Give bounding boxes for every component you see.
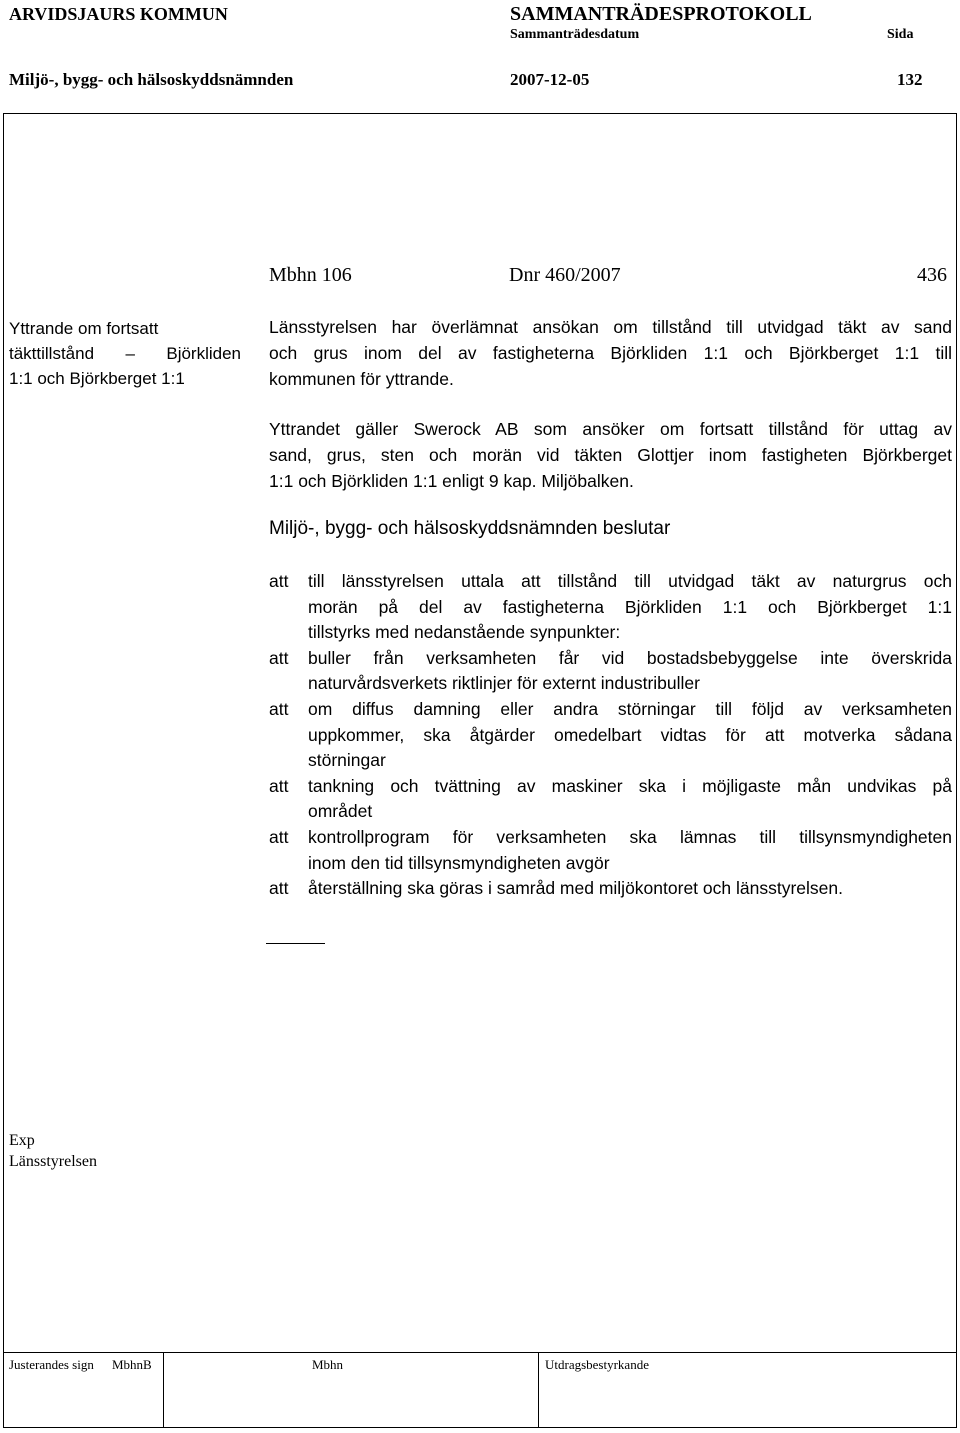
- board-name: Miljö-, bygg- och hälsoskyddsnämnden: [9, 70, 294, 89]
- decision-line: om diffus damning eller andra störningar till följd av verksamheten: [308, 698, 952, 719]
- decision-line: morän på del av fastigheterna Björkliden 1:1 och Björkberget 1:1: [308, 596, 952, 617]
- footer-extract-label: Utdragsbestyrkande: [545, 1357, 649, 1372]
- decision-heading: Miljö-, bygg- och hälsoskyddsnämnden beslutar: [269, 518, 671, 539]
- decision-list: [269, 569, 952, 902]
- footer-sign-value: MbhnB: [112, 1357, 152, 1372]
- decision-item: [269, 646, 952, 697]
- decision-marker: att: [269, 571, 289, 591]
- case-title-line: 1:1 och Björkberget 1:1: [9, 369, 185, 388]
- decision-line: återställning ska göras i samråd med miljökontoret och länsstyrelsen.: [308, 878, 843, 899]
- decision-item: [269, 774, 952, 825]
- paragraph-line: och grus inom del av fastigheterna Björkliden 1:1 och Björkberget 1:1 till: [269, 343, 952, 363]
- decision-marker: att: [269, 878, 289, 899]
- meeting-date: 2007-12-05: [510, 70, 590, 89]
- decision-line: buller från verksamheten får vid bostadsbebyggelse inte överskrida: [308, 647, 952, 668]
- paragraph-line: Länsstyrelsen har överlämnat ansökan om tillstånd till utvidgad täkt av sand: [269, 317, 952, 337]
- decision-line: uppkommer, ska åtgärder omedelbart vidtas för att motverka sådana: [308, 724, 952, 745]
- paragraph-line: kommunen för yttrande.: [269, 369, 454, 389]
- decision-line: naturvårdsverkets riktlinjer för externt industribuller: [308, 673, 700, 694]
- page-label: Sida: [887, 27, 914, 42]
- decision-marker: att: [269, 698, 289, 719]
- decision-item: [269, 569, 952, 646]
- case-title: [9, 316, 241, 391]
- decision-item: [269, 697, 952, 774]
- decision-line: tillstyrks med nedanstående synpunkter:: [308, 622, 621, 643]
- distribution-label: Exp: [9, 1132, 35, 1149]
- page-number: 132: [897, 70, 923, 89]
- end-rule: [266, 943, 325, 944]
- decision-line: störningar: [308, 750, 386, 771]
- decision-line: tankning och tvättning av maskiner ska i möjligaste mån undvikas på: [308, 775, 952, 796]
- footer-board: Mbhn: [312, 1357, 344, 1372]
- case-dnr: Dnr 460/2007: [509, 264, 621, 286]
- case-title-line: täkttillstånd – Björkliden: [9, 344, 241, 363]
- decision-item: [269, 825, 952, 876]
- footer-sign-label: Justerandes sign: [9, 1357, 94, 1372]
- decision-item: [269, 876, 952, 902]
- decision-line: området: [308, 801, 373, 822]
- decision-marker: att: [269, 647, 289, 668]
- decision-line: till länsstyrelsen uttala att tillstånd till utvidgad täkt av naturgrus och: [308, 571, 952, 591]
- case-id: Mbhn 106: [269, 264, 352, 286]
- decision-marker: att: [269, 775, 289, 796]
- decision-line: kontrollprogram för verksamheten ska lämnas till tillsynsmyndigheten: [308, 826, 952, 847]
- case-number: 436: [917, 264, 947, 286]
- paragraph-background: [269, 314, 952, 392]
- organization-name: ARVIDSJAURS KOMMUN: [9, 4, 228, 24]
- paragraph-line: 1:1 och Björkliden 1:1 enligt 9 kap. Miljöbalken.: [269, 471, 634, 491]
- paragraph-line: Yttrandet gäller Swerock AB som ansöker om fortsatt tillstånd för uttag av: [269, 419, 952, 439]
- footer-divider: [3, 1352, 957, 1353]
- case-title-line: Yttrande om fortsatt: [9, 319, 159, 338]
- paragraph-line: sand, grus, sten och morän vid täkten Glottjer inom fastigheten Björkberget: [269, 445, 952, 465]
- distribution-recipient: Länsstyrelsen: [9, 1153, 97, 1170]
- date-label: Sammanträdesdatum: [510, 27, 640, 42]
- footer-column-divider: [538, 1352, 539, 1428]
- decision-line: inom den tid tillsynsmyndigheten avgör: [308, 852, 610, 873]
- paragraph-application: [269, 416, 952, 494]
- decision-marker: att: [269, 826, 289, 847]
- footer-column-divider: [163, 1352, 164, 1428]
- document-type: SAMMANTRÄDESPROTOKOLL: [510, 3, 812, 25]
